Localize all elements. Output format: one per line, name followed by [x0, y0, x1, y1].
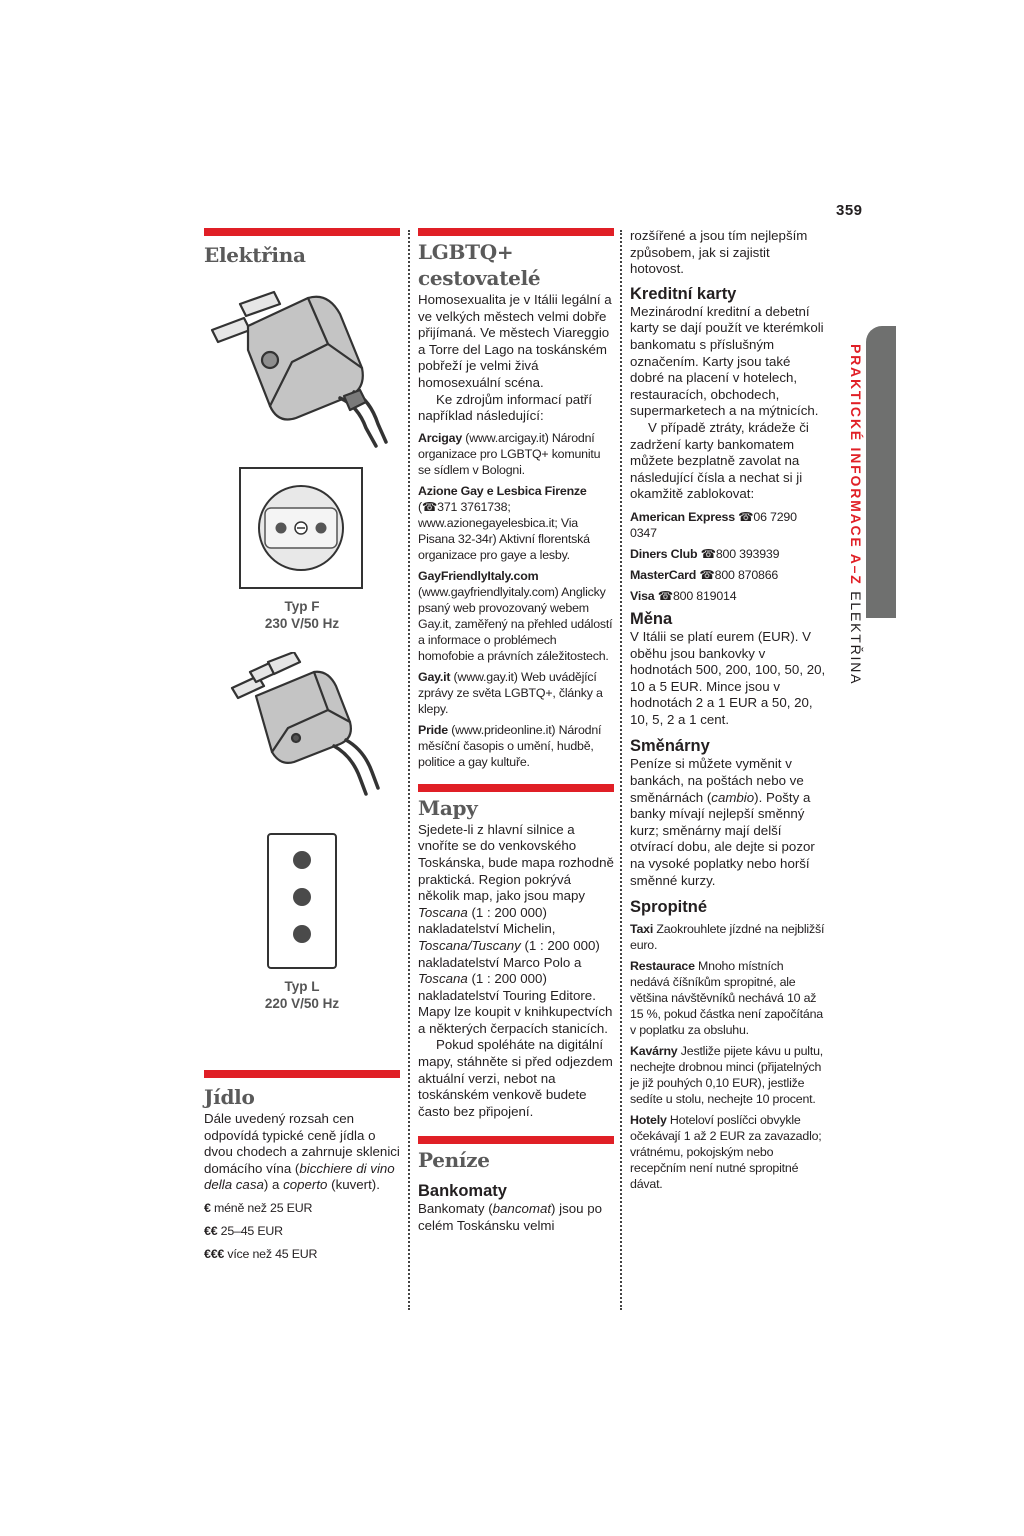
section-title-electricity: Elektřina — [204, 243, 306, 267]
type-f-label: Typ F — [284, 599, 320, 614]
card-phone-entry: American Express ☎06 7290 0347 — [630, 509, 797, 540]
atm-text-continued: rozšířené a jsou tím nejlepším způsobem, jak si zajistit hotovost. — [630, 228, 808, 277]
lgbt-entry: Arcigay (www.arcigay.it) Národní organizace pro LGBTQ+ komunitu se sídlem v Bologni. — [418, 430, 601, 477]
side-tab-label — [838, 344, 864, 686]
currency-text: V Itálii se platí eurem (EUR). V oběhu jsou bankovky v hodnotách 500, 200, 100, 50, 20, 10 a 5 EUR. Mince jsou v hodnotách 2 a 1 EUR a 50, 20, 10, 5, 2 a 1 cent. — [630, 628, 826, 727]
price-item: €€€ více než 45 EUR — [204, 1246, 318, 1261]
section-bar — [418, 1136, 614, 1144]
section-title-maps: Mapy — [418, 795, 478, 820]
tipping-entry: Restaurace Mnoho místních nedává číšníkům spropitné, ale většina návštěvníků nechává 10 až 15 %, pokud částka není započítána v poplatku za obsluhu. — [630, 959, 823, 1038]
tipping-entry: Hotely Hoteloví poslíčci obvykle očekávají 1 až 2 EUR za zavazadlo; vrátnému, pokojským nebo recepčním není nutné spropitné dávat. — [630, 1113, 822, 1192]
plug-type-l-icon — [204, 652, 400, 802]
food-intro: Dále uvedený rozsah cen odpovídá typické ceně jídla o dvou chodech a zahrnuje sklenici domácího vína (bicchiere di vino della casa) a coperto (kuvert). — [204, 1111, 400, 1193]
tipping-entry: Taxi Zaokrouhlete jízdné na nejbližší euro. — [630, 922, 825, 953]
section-bar — [204, 1070, 400, 1078]
lgbt-entry: Gay.it (www.gay.it) Web uvádějící zprávy ze světa LGBTQ+, články a klepy. — [418, 669, 603, 716]
subsection-title-currency: Měna — [630, 609, 673, 628]
type-l-caption — [204, 978, 400, 1012]
subsection-title-tipping: Spropitné — [630, 898, 707, 917]
socket-type-l-icon — [204, 832, 400, 972]
lgbt-entry: GayFriendlyItaly.com (www.gayfriendlyitaly.com) Anglicky psaný web provozovaný webem Gay.it, zaměřený na přehled událostí a informace o problémech homofobie a právních záležitostech. — [418, 568, 613, 663]
type-l-label: Typ L — [284, 979, 320, 994]
atm-text: Bankomaty (bancomat) jsou po celém Toskánsku velmi — [418, 1201, 603, 1234]
card-phone-entry: MasterCard ☎800 870866 — [630, 567, 779, 582]
column-divider — [620, 230, 622, 1310]
column-2 — [418, 228, 614, 1235]
subsection-title-atm: Bankomaty — [418, 1182, 507, 1201]
subsection-title-exchange: Směnárny — [630, 737, 710, 756]
cards-p2: V případě ztráty, krádeže či zadržení karty bankomatem můžete bezplatně zavolat na následující čísla a nechat si ji okamžitě zablokovat: — [630, 419, 809, 502]
section-title-lgbt: LGBTQ+ cestovatelé — [418, 240, 541, 290]
maps-p2: Pokud spoléháte na digitální mapy, stáhněte si před odjezdem aktuální verzi, nebot na toskánském venkově budete často bez připojení. — [418, 1037, 613, 1119]
section-title-money: Peníze — [418, 1148, 490, 1173]
cards-p1: Mezinárodní kreditní a debetní karty se dají použít ve kterémkoli bankomatu s příslušným označením. Karty jsou také dobré na placení v hotelech, restauracích, obchodech, supermarketech a na mýtnicích. — [630, 303, 824, 419]
column-3 — [630, 228, 826, 1197]
socket-type-f-icon — [204, 464, 400, 592]
price-list — [204, 1200, 400, 1262]
section-title-food: Jídlo — [204, 1085, 255, 1109]
plug-type-f-icon — [204, 278, 400, 458]
side-tab-section: PRAKTICKÉ INFORMACE A–Z — [848, 344, 864, 586]
subsection-title-cards: Kreditní karty — [630, 284, 737, 303]
section-bar — [418, 784, 614, 792]
side-tab — [866, 326, 896, 618]
lgbt-sources-intro: Ke zdrojům informací patří například následující: — [418, 391, 592, 424]
column-1 — [204, 228, 400, 1267]
tipping-entry: Kavárny Jestliže pijete kávu u pultu, nechejte drobnou minci (přijatelných je již pouhých 0,10 EUR), jestliže sedíte u stolu, nechejte 10 procent. — [630, 1044, 824, 1107]
card-phone-entry: Visa ☎800 819014 — [630, 588, 737, 603]
maps-p1: Sjedete-li z hlavní silnice a vnoříte se do venkovského Toskánska, bude mapa rozhodně praktická. Region pokrývá několik map, jako jsou mapy Toscana (1 : 200 000) nakladatelství Michelin, Toscana/Tuscany (1 : 200 000) nakladatelství Marco Polo a Toscana (1 : 200 000) nakladatelství Touring Editore. Mapy lze koupit v knihkupectvích a některých čerpacích stanicích. — [418, 821, 614, 1036]
lgbt-intro: Homosexualita je v Itálii legální a ve velkých městech velmi dobře přijímaná. Ve městech Viareggio a Torre del Lago na toskánském pobřeží je velmi živá homosexuální scéna. — [418, 292, 612, 390]
side-tab-topic: ELEKTŘINA — [848, 591, 864, 686]
section-bar — [418, 228, 614, 236]
lgbt-entry: Pride (www.prideonline.it) Národní měsíční časopis o umění, hudbě, politice a gay kultuře. — [418, 722, 602, 769]
type-l-spec: 220 V/50 Hz — [264, 996, 340, 1011]
card-phone-entry: Diners Club ☎800 393939 — [630, 546, 780, 561]
type-f-caption — [204, 598, 400, 632]
page-number: 359 — [836, 202, 863, 219]
price-item: € méně než 25 EUR — [204, 1200, 313, 1215]
lgbt-entry: Azione Gay e Lesbica Firenze (☎371 3761738; www.azionegayelesbica.it; Via Pisana 32-34r) Aktivní florentská organizace pro gaye a lesby. — [418, 483, 590, 562]
column-divider — [408, 230, 410, 1310]
exchange-text: Peníze si můžete vyměnit v bankách, na poštách nebo ve směnárnách (cambio). Pošty a banky mívají nejlepší směnný kurz; směnárny mají delší otvírací dobu, ale dejte si pozor na vysoké poplatky nebo horší směnné kurzy. — [630, 756, 815, 888]
section-bar — [204, 228, 400, 236]
type-f-spec: 230 V/50 Hz — [264, 616, 340, 631]
price-item: €€ 25–45 EUR — [204, 1223, 283, 1238]
